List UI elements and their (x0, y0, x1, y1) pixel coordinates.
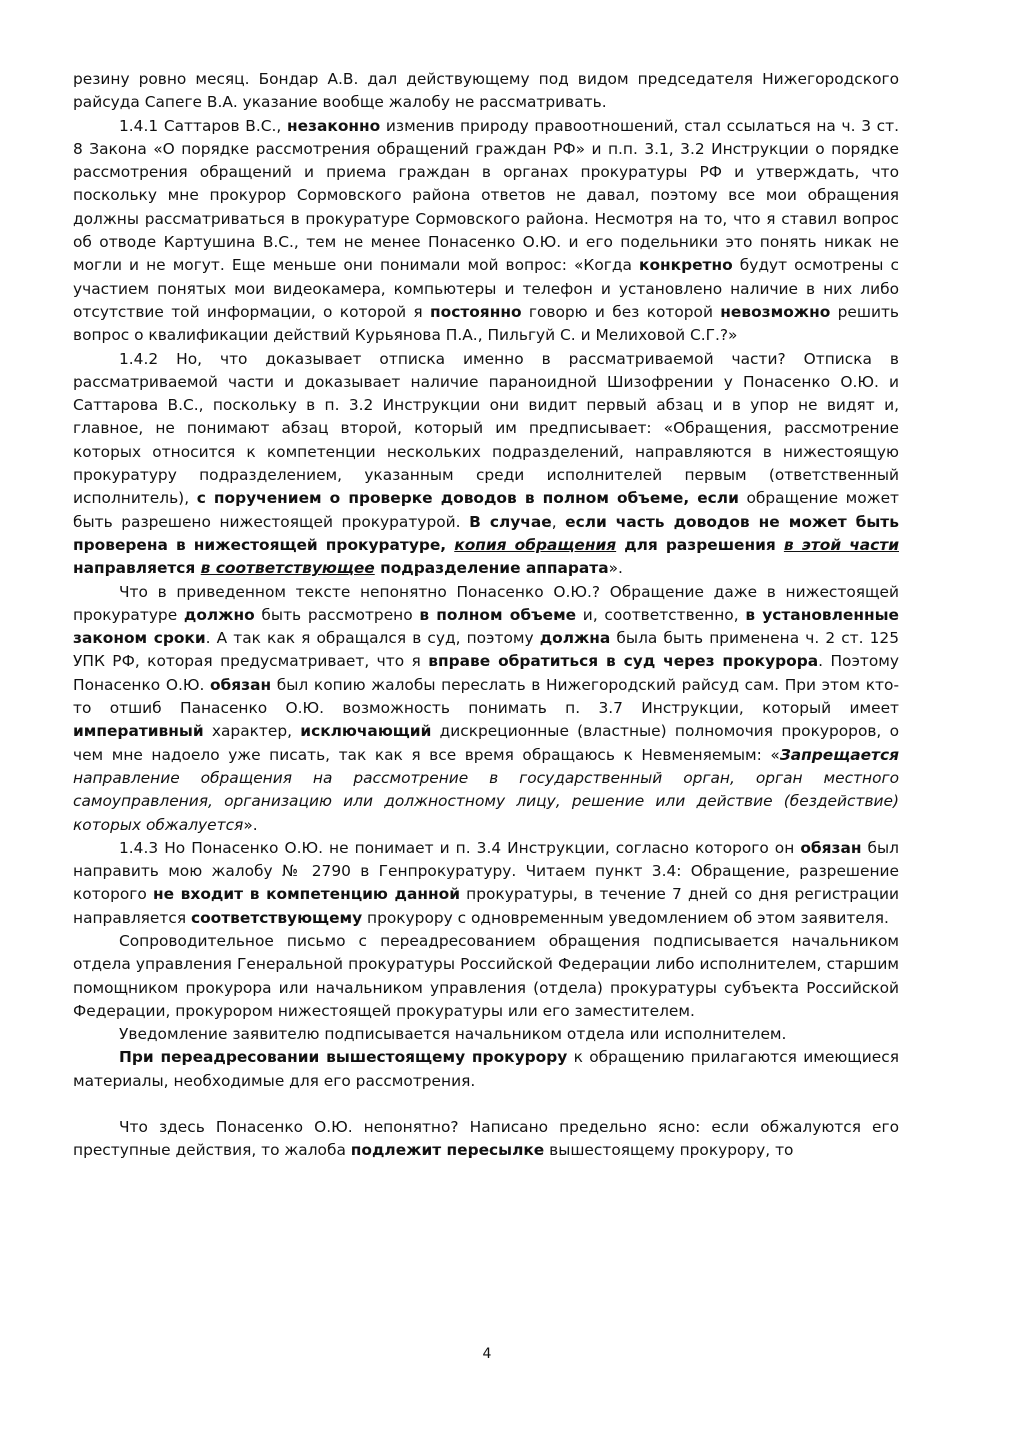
text-run: . А так как я обращался в суд, поэтому (205, 629, 540, 648)
bold-run: в установленные законом сроки (73, 605, 899, 648)
text-run: 1.4.3 Но Понасенко О.Ю. не понимает и п. 3.4 Инструкции, согласно которого он (119, 838, 801, 857)
bold-run: конкретно (639, 256, 733, 275)
text-run: обращение может быть разрешено нижестоящей прокуратурой. (73, 489, 900, 531)
paragraph-notification (73, 1023, 899, 1046)
italic-run: направление обращения на рассмотрение в государственный орган, орган местного самоуправления, организацию или должностному лицу, решение или действие (бездействие) которых обжалуется (73, 768, 899, 834)
paragraph-1-4-3 (73, 837, 899, 930)
text-run: Что здесь Понасенко О.Ю. непонятно? Написано предельно ясно: если обжалуются его преступные действия, то жалоба (73, 1118, 899, 1160)
paragraph-conclusion (73, 1116, 899, 1163)
bold-run: должна (539, 629, 611, 648)
paragraph-analysis (73, 581, 899, 837)
paragraph-1-4-1 (73, 115, 899, 348)
paragraph-cover-letter (73, 930, 899, 1023)
bold-run: постоянно (429, 302, 522, 321)
text-run: прокурору с одновременным уведомлением об этом заявителя. (362, 908, 889, 927)
text-run: была быть применена ч. 2 ст. 125 УПК РФ, которая предусматривает, что я (73, 629, 900, 671)
text-run: Что в приведенном тексте непонятно Понасенко О.Ю.? Обращение даже в нижестоящей прокуратуре (73, 582, 899, 624)
text-run: Уведомление заявителю подписывается начальником отдела или исполнителем. (119, 1025, 787, 1044)
bold-run: вправе обратиться в суд через прокурора (428, 652, 819, 671)
bold-run: не входит в компетенцию данной (152, 885, 460, 904)
paragraph-1 (73, 68, 899, 115)
bold-run: исключающий (300, 722, 432, 741)
bold-run: обязан (209, 675, 272, 694)
bold-run: подлежит пересылке (350, 1141, 545, 1160)
bold-run: обязан (800, 838, 862, 857)
text-run: ». (243, 815, 258, 834)
text-run: , (551, 512, 566, 531)
text-run: . Поэтому Понасенко О.Ю. (73, 652, 899, 694)
text-run: ». (608, 559, 623, 578)
bold-run: с поручением о проверке доводов в полном объеме, если (196, 489, 739, 508)
text-run: говорю и без которой (521, 302, 721, 321)
page-number: 4 (482, 1346, 492, 1362)
text-run: изменив природу правоотношений, стал ссылаться на ч. 3 ст. 8 Закона «О порядке рассмотрения обращений граждан РФ» и п.п. 3.1, 3.2 Инструкции о порядке рассмотрения обращений и приема граждан в органах прокуратуры РФ и утверждать, что поскольку мне прокурор Сормовского района ответов не давал, поэтому все мои обращения должны рассматриваться в прокуратуре Сормовского района. Несмотря на то, что я ставил вопрос об отводе Картушина В.С., тем не менее Понасенко О.Ю. и его подельники это понять никак не могли и не могут. Еще меньше они понимали мой вопрос: «Когда (73, 116, 899, 275)
text-run: был копию жалобы переслать в Нижегородский райсуд сам. При этом кто-то отшиб Панасенко О.Ю. возможность понимать п. 3.7 Инструкции, который имеет (73, 675, 899, 718)
bold-run: если часть доводов не может быть проверена в нижестоящей прокуратуре, (73, 512, 899, 554)
bold-italic-run: Запрещается (779, 745, 899, 764)
text-run: прокуратуры, в течение 7 дней со дня регистрации направляется (73, 885, 899, 927)
bold-italic-underlined-run: в соответствующее (200, 559, 375, 578)
paragraph-1-4-2 (73, 348, 899, 581)
text-run: Сопроводительное письмо с переадресованием обращения подписывается начальником отдела управления Генеральной прокуратуры Российской Федерации либо исполнителем, старшим помощником прокурора или начальником управления (отдела) прокуратуры субъекта Российской Федерации, прокурором нижестоящей прокуратуры или его заместителем. (73, 931, 899, 1020)
text-run: быть рассмотрено (254, 605, 420, 624)
text-run: 1.4.2 Но, что доказывает отписка именно в рассматриваемой части? Отписка в рассматриваемой части и доказывает наличие параноидной Шизофрении у Понасенко О.Ю. и Саттарова В.С., поскольку в п. 3.2 Инструкции они видит первый абзац и в упор не видят и, главное, не понимают абзац второй, который им предписывает: «Обращения, рассмотрение которых относится к компетенции нескольких подразделений, направляются в нижестоящую прокуратуру подразделением, указанным среди исполнителей первым (ответственный исполнитель), (73, 349, 899, 508)
bold-run: подразделение аппарата (374, 559, 609, 578)
document-page (73, 68, 899, 1163)
paragraph-readdressing (73, 1046, 899, 1093)
text-run: резину ровно месяц. Бондар А.В. дал действующему под видом председателя Нижегородского райсуда Сапеге В.А. указание вообще жалобу не рассматривать. (73, 70, 899, 112)
text-run: к обращению прилагаются имеющиеся материалы, необходимые для его рассмотрения. (73, 1048, 899, 1090)
text-run: будут осмотрены с участием понятых мои видеокамера, компьютеры и телефон и установлено наличие в них либо отсутствие той информации, о которой я (73, 256, 899, 321)
bold-run: для разрешения (616, 535, 784, 554)
text-run: и, соответственно, (576, 605, 746, 624)
text-run: был направить мою жалобу № 2790 в Генпрокуратуру. Читаем пункт 3.4: Обращение, разрешение которого (73, 838, 900, 904)
text-run: вышестоящему прокурору, то (544, 1141, 794, 1160)
bold-run: незаконно (286, 116, 381, 135)
bold-run: При переадресовании вышестоящему прокурору (119, 1048, 568, 1067)
bold-run: соответствующему (190, 908, 363, 927)
bold-run: должно (183, 605, 255, 624)
bold-run: В случае (469, 512, 552, 531)
text-run: характер, (203, 722, 301, 741)
text-run: 1.4.1 Саттаров В.С., (119, 116, 287, 135)
bold-run: в полном объеме (419, 605, 577, 624)
bold-italic-underlined-run: копия обращения (454, 535, 617, 554)
text-run: дискреционные (властные) полномочия прокуроров, о чем мне надоело уже писать, так как я все время обращаюсь к Невменяемым: « (73, 722, 899, 764)
bold-run: направляется (73, 559, 201, 578)
bold-run: императивный (73, 722, 204, 741)
bold-italic-underlined-run: в этой части (783, 535, 899, 554)
bold-run: невозможно (720, 302, 831, 321)
text-run: решить вопрос о квалификации действий Курьянова П.А., Пильгуй С. и Мелиховой С.Г.?» (73, 302, 899, 345)
